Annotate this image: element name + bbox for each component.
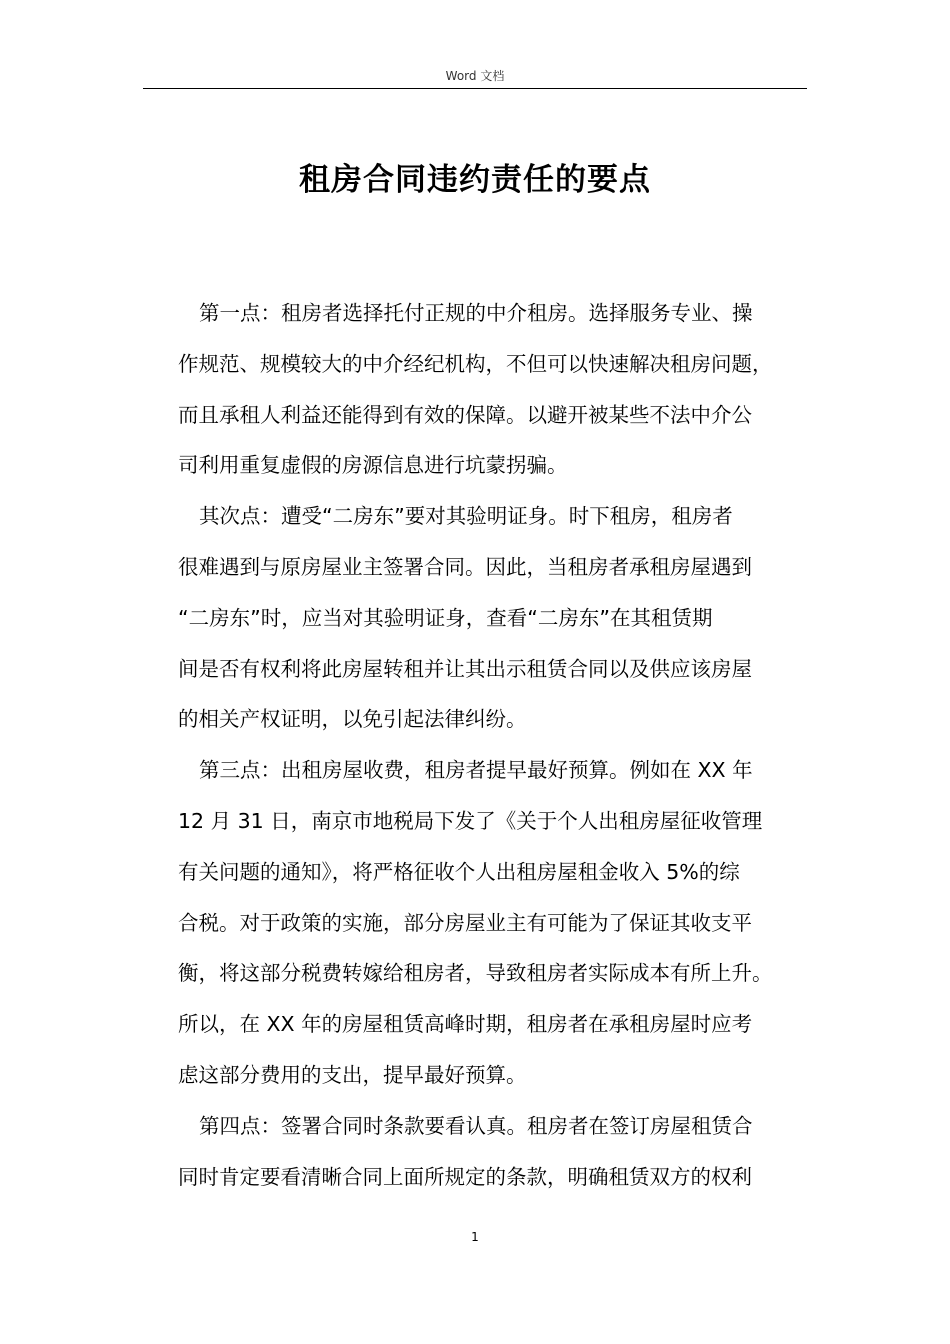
- paragraph-line: 同时肯定要看清晰合同上面所规定的条款，明确租赁双方的权利: [178, 1164, 752, 1189]
- page-header: Word 文档: [445, 69, 505, 83]
- paragraph-line: 合税。对于政策的实施，部分房屋业主有可能为了保证其收支平: [178, 910, 752, 935]
- paragraph-line: 虑这部分费用的支出，提早最好预算。: [178, 1062, 527, 1087]
- document-title: 租房合同违约责任的要点: [299, 162, 651, 198]
- paragraph-line: 衡，将这部分税费转嫁给租房者，导致租房者实际成本有所上升。: [178, 961, 773, 986]
- paragraph-line: 第四点：签署合同时条款要看认真。租房者在签订房屋租赁合: [199, 1113, 753, 1138]
- paragraph-line: 的相关产权证明，以免引起法律纠纷。: [178, 707, 527, 732]
- paragraph-line: 司利用重复虚假的房源信息进行坑蒙拐骗。: [178, 453, 568, 478]
- paragraph-line: 其次点：遭受“二房东”要对其验明证身。时下租房，租房者: [199, 504, 733, 529]
- paragraph-line: 作规范、规模较大的中介经纪机构，不但可以快速解决租房问题，: [178, 351, 773, 376]
- page-number: 1: [471, 1230, 479, 1244]
- paragraph-line: “二房东”时，应当对其验明证身，查看“二房东”在其租赁期: [178, 605, 713, 630]
- paragraph-line: 所以，在 XX 年的房屋租赁高峰时期，租房者在承租房屋时应考: [178, 1012, 753, 1037]
- paragraph-line: 第三点：出租房屋收费，租房者提早最好预算。例如在 XX 年: [199, 758, 753, 783]
- paragraph-line: 间是否有权利将此房屋转租并让其出示租赁合同以及供应该房屋: [178, 656, 752, 681]
- paragraph-line: 12 月 31 日，南京市地税局下发了《关于个人出租房屋征收管理: [178, 808, 763, 833]
- document-body: [178, 288, 823, 1202]
- paragraph-line: 很难遇到与原房屋业主签署合同。因此，当租房者承租房屋遇到: [178, 554, 752, 579]
- paragraph-line: 第一点：租房者选择托付正规的中介租房。选择服务专业、操: [199, 301, 753, 325]
- paragraph-line: 而且承租人利益还能得到有效的保障。以避开被某些不法中介公: [178, 402, 752, 427]
- paragraph-line: 有关问题的通知》，将严格征收个人出租房屋租金收入 5%的综: [178, 859, 740, 884]
- header-divider: [143, 88, 807, 89]
